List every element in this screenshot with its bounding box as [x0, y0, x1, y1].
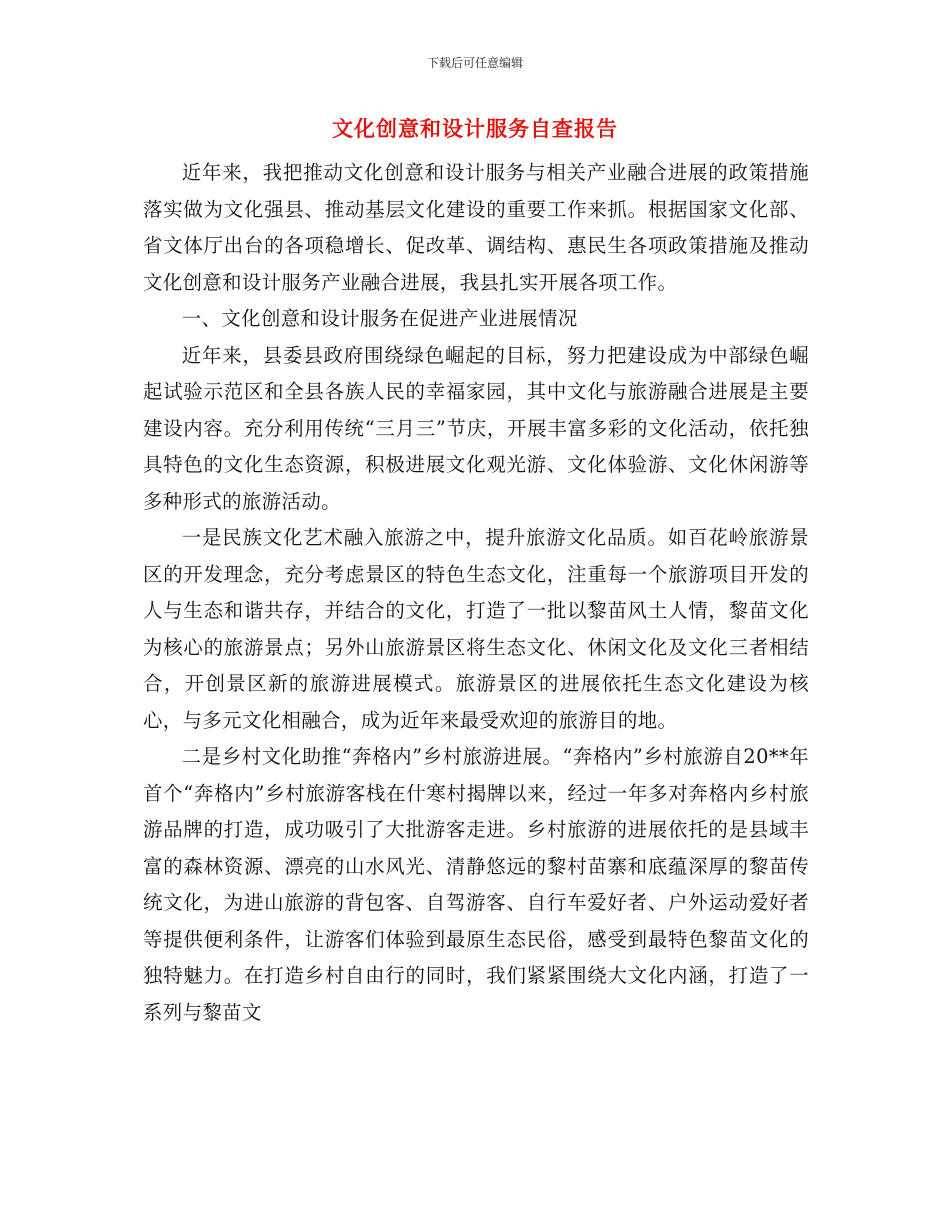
document-body	[143, 155, 809, 1031]
section-heading: 一、文化创意和设计服务在促进产业进展情况	[181, 307, 578, 330]
paragraph-overview: 近年来，县委县政府围绕绿色崛起的目标，努力把建设成为中部绿色崛起试验示范区和全县各族人民的幸福家园，其中文化与旅游融合进展是主要建设内容。充分利用传统“三月三”节庆，开展丰富多彩的文化活动，依托独具特色的文化生态资源，积极进展文化观光游、文化体验游、文化休闲游等多种形式的旅游活动。	[143, 343, 809, 513]
paragraph-intro: 近年来，我把推动文化创意和设计服务与相关产业融合进展的政策措施落实做为文化强县、推动基层文化建设的重要工作来抓。根据国家文化部、省文体厅出台的各项稳增长、促改革、调结构、惠民生各项政策措施及推动文化创意和设计服务产业融合进展，我县扎实开展各项工作。	[143, 161, 809, 294]
header-note: 下载后可任意编辑	[426, 56, 523, 70]
paragraph-point-two: 二是乡村文化助推“奔格内”乡村旅游进展。“奔格内”乡村旅游自20**年首个“奔格内”乡村旅游客栈在什寒村揭牌以来，经过一年多对奔格内乡村旅游品牌的打造，成功吸引了大批游客走进。乡村旅游的进展依托的是县域丰富的森林资源、漂亮的山水风光、清静悠远的黎村苗寨和底蕴深厚的黎苗传统文化，为进山旅游的背包客、自驾游客、自行车爱好者、户外运动爱好者等提供便利条件，让游客们体验到最原生态民俗，感受到最特色黎苗文化的独特魅力。在打造乡村自由行的同时，我们紧紧围绕大文化内涵，打造了一系列与黎苗文	[143, 745, 809, 1024]
document-title: 文化创意和设计服务自查报告	[332, 116, 618, 141]
paragraph-point-one: 一是民族文化艺术融入旅游之中，提升旅游文化品质。如百花岭旅游景区的开发理念，充分考虑景区的特色生态文化，注重每一个旅游项目开发的人与生态和谐共存，并结合的文化，打造了一批以黎苗风土人情，黎苗文化为核心的旅游景点；另外山旅游景区将生态文化、休闲文化及文化三者相结合，开创景区新的旅游进展模式。旅游景区的进展依托生态文化建设为核心，与多元文化相融合，成为近年来最受欢迎的旅游目的地。	[143, 526, 809, 732]
